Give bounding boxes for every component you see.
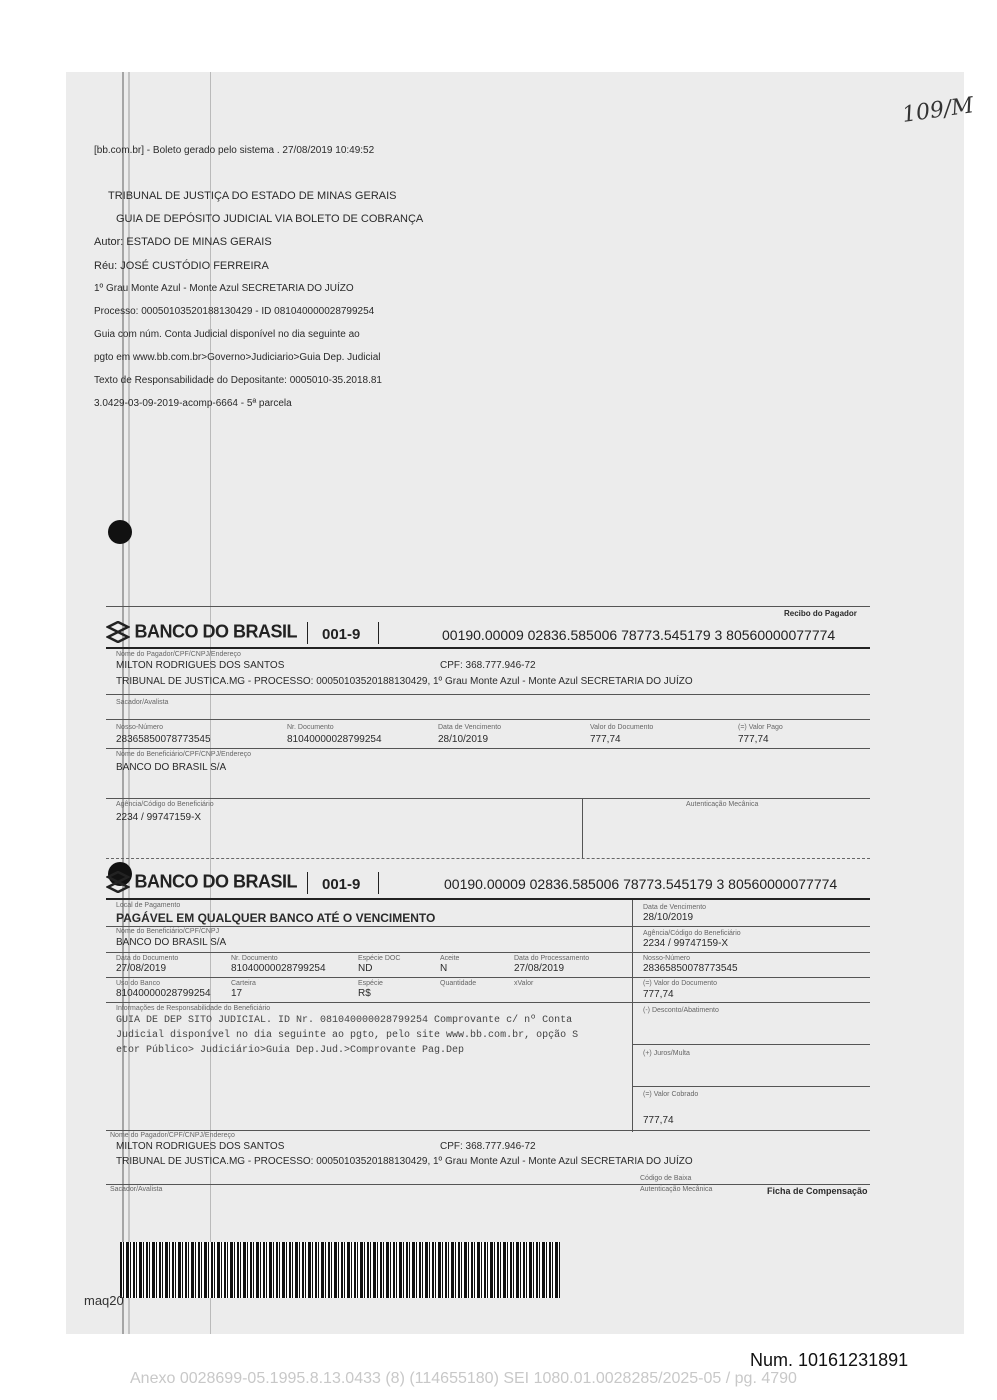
beneficiario-name: BANCO DO BRASIL S/A: [116, 762, 227, 773]
uso-banco: 81040000028799254: [116, 988, 211, 999]
data-vencimento: 28/10/2019: [438, 734, 489, 745]
bank-code: 001-9: [322, 626, 361, 643]
valor-pago: 777,74: [738, 734, 769, 745]
field-label: Autenticação Mecânica: [686, 801, 759, 808]
header-line: Guia com núm. Conta Judicial disponível no dia seguinte ao: [94, 329, 360, 340]
beneficiario-name: BANCO DO BRASIL S/A: [116, 937, 227, 948]
pagador-cpf: CPF: 368.777.946-72: [440, 1141, 536, 1152]
bank-name: BANCO DO BRASIL: [134, 621, 297, 642]
divider: [106, 898, 870, 900]
divider: [307, 872, 308, 894]
data-vencimento: 28/10/2019: [643, 912, 694, 923]
nosso-numero: 28365850078773545: [643, 963, 738, 974]
field-label: Data do Documento: [116, 955, 179, 962]
field-label: Data de Vencimento: [643, 904, 707, 911]
agencia-codigo: 2234 / 99747159-X: [116, 812, 202, 823]
field-label: Data do Processamento: [514, 955, 590, 962]
header-line: Texto de Responsabilidade do Depositante: 0005010-35.2018.81: [94, 375, 382, 386]
field-label: (=) Valor do Documento: [643, 980, 717, 987]
divider: [106, 606, 870, 607]
divider: [106, 977, 870, 978]
agencia-codigo: 2234 / 99747159-X: [643, 938, 729, 949]
pagador-cpf: CPF: 368.777.946-72: [440, 660, 536, 671]
divider: [632, 1044, 870, 1045]
pagador-name: MILTON RODRIGUES DOS SANTOS: [116, 1141, 285, 1152]
valor-documento: 777,74: [643, 989, 674, 1000]
divider: [106, 647, 870, 649]
nr-documento: 81040000028799254: [287, 734, 382, 745]
field-label: Sacador/Avalista: [110, 1186, 163, 1193]
pagador-address: TRIBUNAL DE JUSTICA.MG - PROCESSO: 00050103520188130429, 1º Grau Monte Azul - Monte Azul SECRETARIA DO JUÍZO: [116, 676, 693, 687]
document-number: Num. 10161231891: [750, 1350, 909, 1370]
field-label: Carteira: [231, 980, 256, 987]
field-label: Informações de Responsabilidade do Beneficiário: [116, 1005, 271, 1012]
field-label: Valor do Documento: [590, 724, 654, 731]
header-line: TRIBUNAL DE JUSTIÇA DO ESTADO DE MINAS GERAIS: [108, 190, 397, 202]
valor-cobrado: 777,74: [643, 1115, 674, 1126]
field-label: Código de Baixa: [640, 1175, 692, 1182]
local-pagamento: PAGÁVEL EM QUALQUER BANCO ATÉ O VENCIMENTO: [116, 911, 436, 925]
divider: [106, 694, 870, 695]
field-label: Quantidade: [440, 980, 477, 987]
divider: [106, 719, 870, 720]
field-label: Espécie DOC: [358, 955, 401, 962]
divider: [106, 1130, 870, 1131]
linha-digitavel: 00190.00009 02836.585006 78773.545179 3 80560000077774: [444, 876, 838, 892]
bank-logo: [106, 871, 297, 893]
divider: [582, 798, 583, 858]
divider: [106, 1002, 870, 1003]
bb-logo-icon: [106, 621, 130, 643]
field-label: Agência/Código do Beneficiário: [116, 801, 214, 808]
field-label: Nome do Beneficiário/CPF/CNPJ: [116, 928, 220, 935]
field-label: Nome do Pagador/CPF/CNPJ/Endereço: [116, 651, 241, 658]
footer-anexo: Anexo 0028699-05.1995.8.13.0433 (8) (114655180) SEI 1080.01.0028285/2025-05 / pg. 4790: [130, 1370, 797, 1387]
field-label: Local de Pagamento: [116, 902, 181, 909]
divider: [632, 900, 633, 1132]
nosso-numero: 28365850078773545: [116, 734, 211, 745]
header-line: 1º Grau Monte Azul - Monte Azul SECRETARIA DO JUÍZO: [94, 283, 354, 294]
field-label: Sacador/Avalista: [116, 699, 169, 706]
carteira: 17: [231, 988, 243, 999]
field-label: Nr. Documento: [231, 955, 278, 962]
divider: [106, 748, 870, 749]
header-line: Processo: 00050103520188130429 - ID 081040000028799254: [94, 306, 375, 317]
header-line: Autor: ESTADO DE MINAS GERAIS: [94, 236, 272, 248]
field-label: Nome do Pagador/CPF/CNPJ/Endereço: [110, 1132, 235, 1139]
maq-label: maq20: [84, 1293, 124, 1308]
barcode: [120, 1242, 560, 1298]
field-label: xValor: [514, 980, 534, 987]
field-label: Nosso-Número: [643, 955, 691, 962]
handwritten-annotation: 109/M: [900, 93, 976, 128]
field-label: Agência/Código do Beneficiário: [643, 930, 741, 937]
field-label: Espécie: [358, 980, 383, 987]
header-line: 3.0429-03-09-2019-acomp-6664 - 5ª parcela: [94, 398, 292, 409]
valor-documento: 777,74: [590, 734, 621, 745]
cut-line: [106, 858, 870, 860]
field-label: Nome do Beneficiário/CPF/CNPJ/Endereço: [116, 751, 252, 758]
especie: R$: [358, 988, 371, 999]
header-line: GUIA DE DEPÓSITO JUDICIAL VIA BOLETO DE COBRANÇA: [116, 213, 424, 225]
divider: [106, 952, 870, 953]
divider: [307, 622, 308, 644]
especie-doc: ND: [358, 963, 373, 974]
field-label: Nosso-Número: [116, 724, 164, 731]
header-line: Réu: JOSÉ CUSTÓDIO FERREIRA: [94, 260, 269, 272]
field-label: (+) Juros/Multa: [643, 1050, 690, 1057]
field-label: Uso do Banco: [116, 980, 160, 987]
nr-documento: 81040000028799254: [231, 963, 326, 974]
recibo-title: Recibo do Pagador: [784, 609, 857, 618]
field-label: Aceite: [440, 955, 460, 962]
linha-digitavel: 00190.00009 02836.585006 78773.545179 3 80560000077774: [442, 627, 836, 643]
field-label: Data de Vencimento: [438, 724, 502, 731]
info-line: Judicial disponível no dia seguinte ao pgto, pelo site www.bb.com.br, opção S: [116, 1030, 579, 1041]
divider: [632, 1086, 870, 1087]
bank-code: 001-9: [322, 876, 361, 893]
bank-logo: [106, 621, 297, 643]
aceite: N: [440, 963, 448, 974]
bb-logo-icon: [106, 871, 130, 893]
header-line: pgto em www.bb.com.br>Governo>Judiciario>Guia Dep. Judicial: [94, 352, 381, 363]
data-documento: 27/08/2019: [116, 963, 167, 974]
divider: [106, 1184, 870, 1185]
data-processamento: 27/08/2019: [514, 963, 565, 974]
pagador-name: MILTON RODRIGUES DOS SANTOS: [116, 660, 285, 671]
info-line: etor Público> Judiciário>Guia Dep.Jud.>Comprovante Pag.Dep: [116, 1045, 465, 1056]
divider: [106, 926, 870, 927]
header-line: [bb.com.br] - Boleto gerado pelo sistema . 27/08/2019 10:49:52: [94, 145, 375, 156]
divider: [106, 798, 870, 799]
field-label: (-) Desconto/Abatimento: [643, 1007, 719, 1014]
field-label: (=) Valor Pago: [738, 724, 783, 731]
field-label: Nr. Documento: [287, 724, 334, 731]
field-label: (=) Valor Cobrado: [643, 1091, 699, 1098]
info-line: GUIA DE DEP SITO JUDICIAL. ID Nr. 081040000028799254 Comprovante c/ nº Conta: [116, 1015, 573, 1026]
punch-hole: [108, 520, 132, 544]
divider: [378, 872, 379, 894]
divider: [378, 622, 379, 644]
pagador-address: TRIBUNAL DE JUSTICA.MG - PROCESSO: 00050103520188130429, 1º Grau Monte Azul - Monte Azul SECRETARIA DO JUÍZO: [116, 1156, 693, 1167]
bank-name: BANCO DO BRASIL: [134, 871, 297, 892]
ficha-title: Ficha de Compensação: [767, 1186, 868, 1196]
field-label: Autenticação Mecânica: [640, 1186, 713, 1193]
